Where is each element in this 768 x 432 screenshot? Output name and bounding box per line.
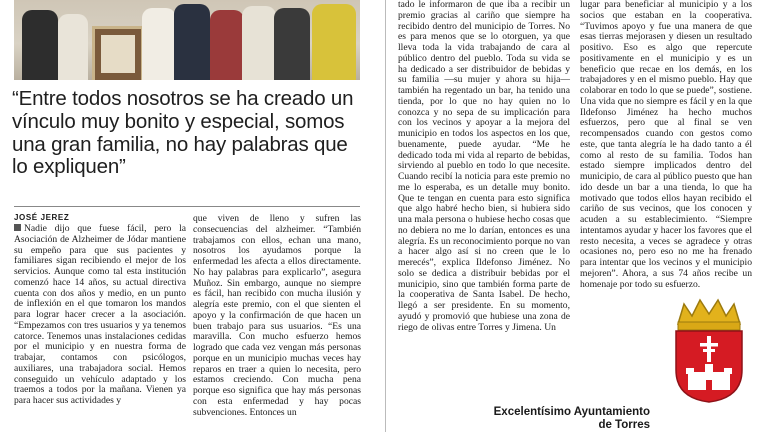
column-2: que viven de lleno y sufren las consecuencias del alzheimer. “También trabajamos con ellos, echan una mano, nosotros los ayudamos porque la enfermedad les afecta a ellos directamente. No hay palabras para explicarlo”, asegura Muñoz. Sin embargo, aunque no siempre es fácil, han recibido con mucha ilusión y alegría este premio, con el que sienten el apoyo y la confirmación de que hacen un buen trabajo para sus usuarios. “Es una maravilla. Con mucho esfuerzo hemos logrado que cada vez vengan más personas porque en un municipio muchas veces hay reparos en traer a quien lo necesita, pero estamos creciendo. Con mucha pena porque eso significa que hay más personas con esta enfermedad y hay pocas subvenciones. Entonces un — [193, 213, 361, 418]
event-photo — [14, 0, 360, 80]
column-divider — [385, 0, 386, 432]
divider — [14, 206, 360, 207]
column-1-text: Nadie dijo que fuese fácil, pero la Asociación de Alzheimer de Jódar mantiene su empeño para que sus pacientes y familiares sigan recibiendo el mejor de los servicios. Aunque como tal esta institución comenzó hace 14 años, su actual directiva cuenta con dos años y medio, en un punto de inflexión en el que tomaron los mandos para lograr hacer crecer a la asociación. “Empezamos con tres usuarios y ya tenemos catorce. Tenemos unas instalaciones cedidas por el municipio y en nuestra forma de trabajar, contamos con psicólogos, auxiliares, una trabajadora social. Hemos conseguido un vehículo adaptado y los traemos a todos por la mañana. Vienen ya para hacer sus actividades y — [14, 223, 186, 406]
ayuntamiento-signature — [470, 406, 650, 432]
coat-of-arms-icon — [670, 298, 748, 404]
bullet-square-icon — [14, 224, 21, 231]
ayuntamiento-line-2: de Torres — [598, 419, 650, 431]
pull-quote: “Entre todos nosotros se ha creado un vínculo muy bonito y especial, somos una gran familia, no hay palabras que lo expliquen” — [12, 87, 354, 179]
column-1 — [14, 224, 186, 407]
byline: JOSÉ JEREZ — [14, 213, 70, 222]
award-frame — [92, 26, 144, 80]
ayuntamiento-line-1: Excelentísimo Ayuntamiento — [493, 406, 650, 418]
column-4: lugar para beneficiar al municipio y a los socios que estaban en la cooperativa. “Tuvimos apoyo y fue una manera de que esas tierras mejorasen y diesen un resultado positivo. Eso es algo que repercute positivamente en el municipio y es un beneficio que recae en los demás, en los trabajadores y en el mismo pueblo. Hay que colaborar en todo lo que se puede”, sostiene. Una vida que no siempre es fácil y en la que Ildefonso Jiménez ha hecho muchos esfuerzos, pero que al final se ven recompensados cuando con gestos como este, que tanta alegría le ha dado tanto a él como al resto de su familia. Todos han estado siempre implicados dentro del municipio, de cara al público puesto que han ido desde un bar a una tienda, lo que ha motivado que todos ellos hayan recibido el cariño de sus vecinos, que los conocen y acuden a su establecimiento. “Siempre intentamos ayudar y hacer los favores que el resto necesita, a veces se agradece y otras ocasiones no, pero eso no me ha frenado para intentar que los vecinos y el municipio mejoren”. Ahora, a sus 74 años recibe un homenaje por todo su esfuerzo. — [580, 0, 752, 290]
column-3: tado le informaron de que iba a recibir un premio gracias al cariño que siempre ha recibido dentro del municipio de Torres. No es para menos que se lo otorguen, ya que lleva toda la vida trabajando de cara al público dentro del pueblo. Toda su vida se ha dedicado a ser distribuidor de bebidas y su familia —su mujer y ahora su hija— también ha regentado un bar, ha tenido una tienda, por lo que no hay quien no lo conozca y no sepa de su implicación para con los vecinos y apoyar a la mejora del municipio en todos los aspectos en los que, buenamente, puede ayudar. “Me he dedicado toda mi vida al reparto de bebidas, sirviendo al pueblo en todo lo que necesite. Cuando recibí la noticia para este premio no me lo esperaba, es un detalle muy bonito. Que te tengan en cuenta para esto significa que algo habré hecho bien, si hubiera sido una mala persona o hubiese hecho cosas que no debiera no me lo darían, entonces es una alegría. Es un reconocimiento porque no van a hacer algo así si no creen que le lo merecés”, explica Ildefonso Jiménez. No solo se dedica a distribuir bebidas por el municipio, sino que también forma parte de la cooperativa de Santa Isabel. De hecho, llegó a ser presidente. En su momento, ayudó y promovió que hubiese una zona de riego de olivas entre Torres y Jimena. Un — [398, 0, 570, 333]
